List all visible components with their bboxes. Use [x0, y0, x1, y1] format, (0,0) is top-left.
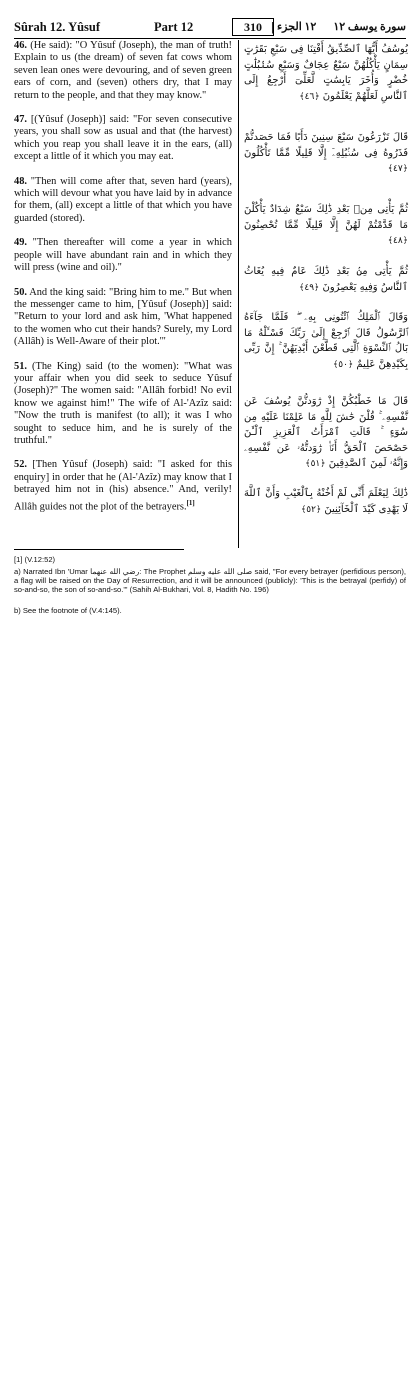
arabic-verse-46: يُوسُفُ أَيُّهَا ٱلصِّدِّيقُ أَفْتِنَا فِى سَبْعِ بَقَرَٰتٍ سِمَانٍ يَأْكُلُهُنَّ سَبْعٌ عِجَافٌ وَسَبْعِ سُنۢبُلَٰتٍ خُضْرٍ وَأُخَرَ يَابِسَٰتٍ لَّعَلِّىٓ أَرْجِعُ إِلَى ٱلنَّاسِ لَعَلَّهُمْ يَعْلَمُونَ ﴿٤٦﴾: [244, 44, 408, 102]
verse-51: 51. (The King) said (to the women): "What was your affair when you did seek to seduce Yûsuf (Joseph)?" The women said: "Allâh forbid! No evil know we against him!" The wife of Al-'Azîz said: "Now the truth is manifest (to all); it was I who sought to seduce him, and he is surely of the truthful.": [14, 360, 232, 446]
verse-46: 46. (He said): "O Yûsuf (Joseph), the man of truth! Explain to us (the dream) of seven fat cows whom seven lean ones were devouring, and of seven green ears of corn, and (seven) others dry, that I may return to the people, and that they may know.": [14, 40, 232, 101]
verse-end-mark: ﴿٤٧﴾: [387, 164, 408, 174]
surah-title-arabic: سورة يوسف ١٢: [333, 21, 406, 33]
header-separator: |: [271, 19, 274, 34]
english-column: [14, 40, 232, 525]
juz-label-arabic: ١٢ الجزء: [277, 21, 317, 33]
page-header: [14, 18, 406, 39]
arabic-verse-50: وَقَالَ ٱلْمَلِكُ ٱئْتُونِى بِهِۦ ۖ فَلَمَّا جَآءَهُ ٱلرَّسُولُ قَالَ ٱرْجِعْ إِلَىٰ رَبِّكَ فَسْـَٔلْهُ مَا بَالُ ٱلنِّسْوَةِ ٱلَّٰتِى قَطَّعْنَ أَيْدِيَهُنَّ ۚ إِنَّ رَبِّى بِكَيْدِهِنَّ عَلِيمٌ ﴿٥٠﴾: [244, 312, 408, 370]
column-divider: [238, 40, 239, 548]
verse-47: 47. [(Yûsuf (Joseph)] said: "For seven consecutive years, you shall sow as usual and that (the harvest) which you reap you shall leave it in the ears, (all) except a little of it which you may eat.: [14, 114, 232, 163]
verse-end-mark: ﴿٥١﴾: [305, 459, 326, 469]
verse-52: 52. [Then Yûsuf (Joseph) said: "I asked for this enquiry] in order that he (Al-'Azîz) may know that I betrayed him not in (his) absence." And, verily! Allâh guides not the plot of the betrayers.[1]: [14, 459, 232, 513]
arabic-verse-52: ذَٰلِكَ لِيَعْلَمَ أَنِّى لَمْ أَخُنْهُ بِٱلْغَيْبِ وَأَنَّ ٱللَّهَ لَا يَهْدِى كَيْدَ ٱلْخَآئِنِينَ ﴿٥٢﴾: [244, 488, 408, 515]
arabic-verse-49: ثُمَّ يَأْتِى مِنۢ بَعْدِ ذَٰلِكَ عَامٌ فِيهِ يُغَاثُ ٱلنَّاسُ وَفِيهِ يَعْصِرُونَ ﴿٤٩﴾: [244, 266, 408, 293]
part-label: Part 12: [154, 20, 194, 34]
verse-end-mark: ﴿٤٦﴾: [299, 91, 320, 102]
verse-end-mark: ﴿٤٨﴾: [387, 236, 408, 246]
arabic-verse-48: ثُمَّ يَأْتِى مِنۢ بَعْدِ ذَٰلِكَ سَبْعٌ شِدَادٌ يَأْكُلْنَ مَا قَدَّمْتُمْ لَهُنَّ إِلَّا قَلِيلًا مِّمَّا تُحْصِنُونَ ﴿٤٨﴾: [244, 204, 408, 246]
verse-end-mark: ﴿٥٢﴾: [301, 504, 322, 515]
arabic-verse-47: قَالَ تَزْرَعُونَ سَبْعَ سِنِينَ دَأَبًا فَمَا حَصَدتُّمْ فَذَرُوهُ فِى سُنۢبُلِهِۦٓ إِلَّا قَلِيلًا مِّمَّا تَأْكُلُونَ ﴿٤٧﴾: [244, 132, 408, 174]
footnote-rule: [14, 549, 184, 550]
footnote-b: b) See the footnote of (V.4:145).: [14, 606, 122, 615]
footnote-a: a) Narrated Ibn 'Umar رضي الله عنهما: The Prophet صلى الله عليه وسلم said, "For every betrayer (perfidious person), a flag will be raised on the Day of Resurrection, and it will be announced (publicly): 'This is the betrayal (perfidy) of so-and-so, the son of so-and-so.'" (Sahih Al-Bukhari, Vol. 8, Hadith No. 196): [14, 567, 406, 595]
verse-end-mark: ﴿٥٠﴾: [332, 359, 354, 370]
page-number: 310: [232, 18, 274, 36]
verse-48: 48. "Then will come after that, seven hard (years), which will devour what you have laid by in advance for them, (all) except a little of that which you have guarded (stored).: [14, 175, 232, 224]
footnote-reference: [1] (V.12:52): [14, 555, 56, 564]
surah-title: Sûrah 12. Yûsuf: [14, 20, 101, 34]
footnote-marker: [1]: [186, 498, 195, 507]
arabic-verse-51: قَالَ مَا خَطْبُكُنَّ إِذْ رَٰوَدتُّنَّ يُوسُفَ عَن نَّفْسِهِۦ ۚ قُلْنَ حَٰشَ لِلَّهِ مَا عَلِمْنَا عَلَيْهِ مِن سُوٓءٍ ۚ قَالَتِ ٱمْرَأَتُ ٱلْعَزِيزِ ٱلْـَٰٔنَ حَصْحَصَ ٱلْحَقُّ أَنَا۠ رَٰوَدتُّهُۥ عَن نَّفْسِهِۦ وَإِنَّهُۥ لَمِنَ ٱلصَّٰدِقِينَ ﴿٥١﴾: [244, 396, 408, 469]
verse-50: 50. And the king said: "Bring him to me." But when the messenger came to him, [Yûsuf (Joseph)] said: "Return to your lord and ask him, 'What happened to the women who cut their hands? Surely, my Lord (Allâh) is Well-Aware of their plot.'": [14, 286, 232, 348]
verse-49: 49. "Then thereafter will come a year in which people will have abundant rain and in which they will press (wine and oil).": [14, 237, 232, 274]
verse-end-mark: ﴿٤٩﴾: [299, 282, 320, 293]
